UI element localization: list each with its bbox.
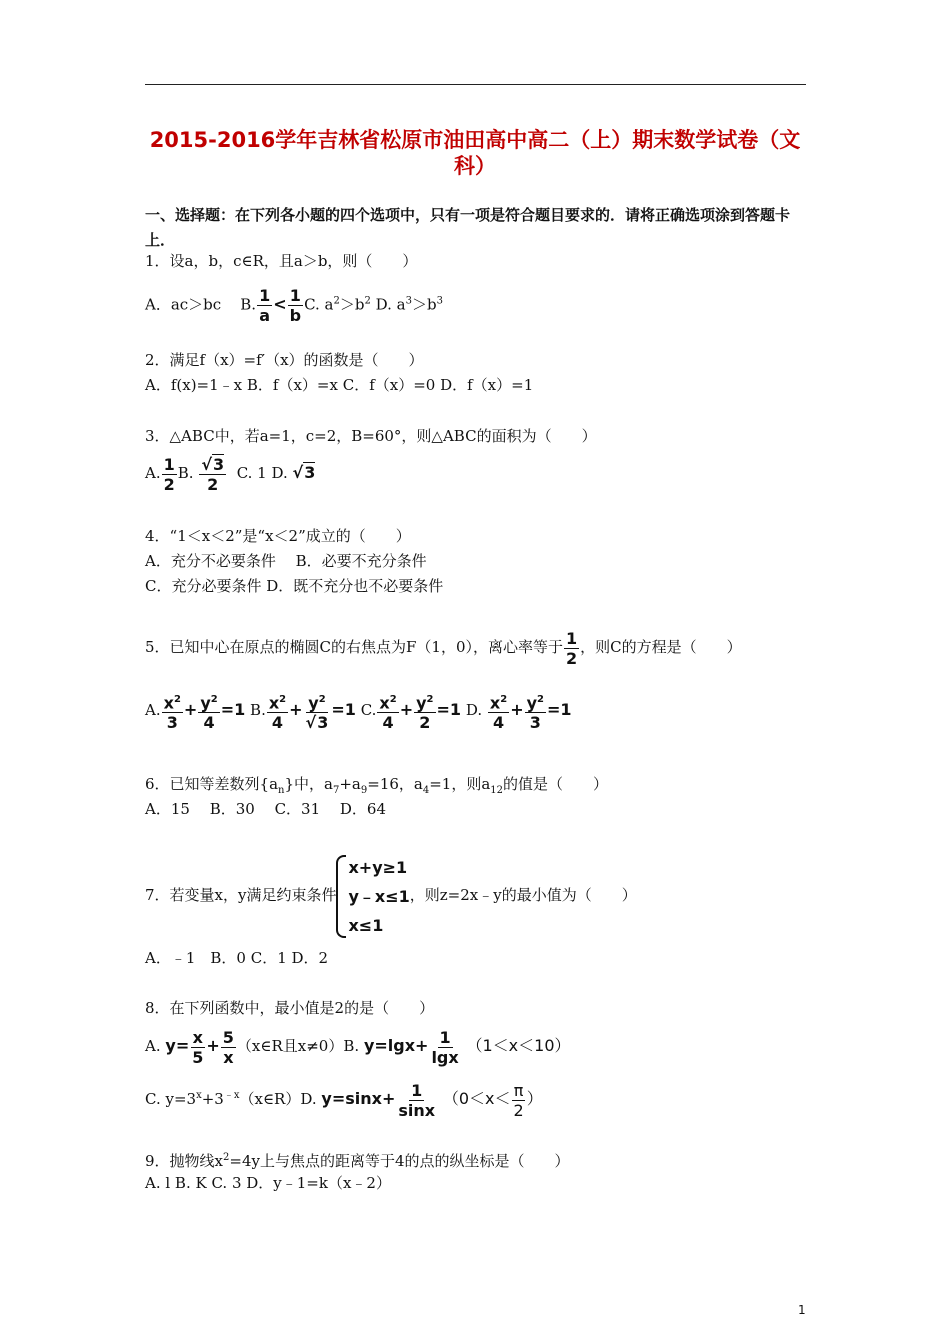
q9-stem: 9．抛物线$x^2=4y$上与焦点的距离等于4的点的纵坐标是（ ） bbox=[145, 1152, 570, 1170]
page-number: 1 bbox=[798, 1303, 806, 1317]
q1-option-b: B. bbox=[240, 295, 257, 314]
q3-options bbox=[145, 451, 315, 495]
q7-constraint-system: x+y≥1 y﹣x≤1 x≤1 bbox=[336, 853, 409, 940]
q5-stem: 5．已知中心在原点的椭圆C的右焦点为F（1，0），离心率等于 $\frac{1}{2}$ ，则C的方程是（ ） bbox=[145, 628, 742, 668]
q9-options: A. l B. K C. 3 D．y﹣1=k（x﹣2） bbox=[145, 1174, 391, 1192]
q2-stem: 2．满足f（x）=f′（x）的函数是（ ） bbox=[145, 351, 424, 369]
q1-frac-1b: $\frac{1}{b}$ bbox=[289, 286, 302, 325]
q5-option-c: C. bbox=[360, 701, 377, 719]
q3-option-a: A. bbox=[145, 464, 161, 482]
q4-stem: 4．“1＜x＜2”是“x＜2”成立的（ ） bbox=[145, 527, 411, 545]
q3-frac-half: $\frac{1}{2}$ bbox=[163, 454, 175, 494]
q3-option-b: B. bbox=[177, 464, 194, 482]
q7-stem: 7．若变量x，y满足约束条件 x+y≥1 y﹣x≤1 x≤1 ，则z=2x﹣y的最小值为（ ） bbox=[145, 850, 637, 940]
q5-frac-e: $\frac{1}{2}$ bbox=[566, 628, 578, 668]
q1-frac-1a: $\frac{1}{a}$ bbox=[259, 286, 271, 325]
q5-option-d: D. bbox=[465, 701, 483, 719]
q8-options-cd: C. $y=3^x+3^{﹣x}(x\in R)D$. y=sinx+ $\frac{1}{\sin x}$ （0＜x＜ $\frac{\pi}{2}$ ） bbox=[145, 1080, 543, 1120]
q8-options-ab: A. y= $\frac{x}{5}$ + $\frac{5}{x}$ （x∈R且x≠0）B. y=lgx+ $\frac{1}{\lg x}$ （1＜x＜10） bbox=[145, 1027, 571, 1067]
q1-options: A．ac＞bc B. $\frac{1}{a}$ < $\frac{1}{b}$ C. $a^2>b^2$ D. $a^3>b^3$ bbox=[145, 286, 443, 325]
q4-options-2: C．充分必要条件 D．既不充分也不必要条件 bbox=[145, 577, 444, 595]
q3-option-cd: C. 1 D. bbox=[236, 464, 288, 482]
q3-stem: 3．△ABC中，若a=1，c=2，B=60°，则△ABC的面积为（ ） bbox=[145, 427, 597, 445]
q7-options: A．﹣1 B．0 C．1 D．2 bbox=[145, 949, 329, 967]
q6-options: A．15 B．30 C．31 D．64 bbox=[145, 800, 387, 818]
q1-option-c: C. a bbox=[304, 295, 334, 314]
q2-options: A．f(x)=1﹣x B．f（x）=x C．f（x）=0 D．f（x）=1 bbox=[145, 376, 534, 394]
section-heading: 一、选择题：在下列各小题的四个选项中，只有一项是符合题目要求的．请将正确选项涂到答题卡上． bbox=[145, 206, 791, 249]
q6-stem: 6．已知等差数列$\{a_n\}$中，$a_7+a_9=16$，$a_4=1$，则$a_{12}$的值是（ ） bbox=[145, 775, 609, 796]
q1-option-a: A．ac＞bc bbox=[145, 295, 222, 314]
q5-options: A. $\frac{x^2}{3}$ + $\frac{y^2}{4}$ =1 B. $\frac{x^2}{4}$ + $\frac{y^2}{√3}$ =1 C. $\frac{x^2}{4}$ + $\frac{y^2}{2}$ =1 D. $\frac{x^2}{4}$ + $\frac{y^2}{3}$ =1 bbox=[145, 684, 572, 736]
q5-option-b: B. bbox=[250, 701, 266, 719]
page-title: 2015-2016学年吉林省松原市油田高中高二（上）期末数学试卷（文科） bbox=[149, 128, 801, 178]
header-rule bbox=[145, 84, 806, 85]
q1-lt: < bbox=[273, 294, 287, 314]
q4-options-1: A．充分不必要条件 B．必要不充分条件 bbox=[145, 552, 427, 570]
q3-sqrt3: √3 bbox=[292, 463, 316, 482]
q3-frac-sqrt3-2: $\frac{√3}{2}$ bbox=[201, 454, 225, 494]
q8-stem: 8．在下列函数中，最小值是2的是（ ） bbox=[145, 999, 435, 1017]
q1-option-d: D. a bbox=[375, 295, 406, 314]
q1-stem: 1．设a，b，c∈R，且a＞b，则（ ） bbox=[145, 252, 418, 270]
q5-option-a: A. bbox=[145, 701, 161, 719]
